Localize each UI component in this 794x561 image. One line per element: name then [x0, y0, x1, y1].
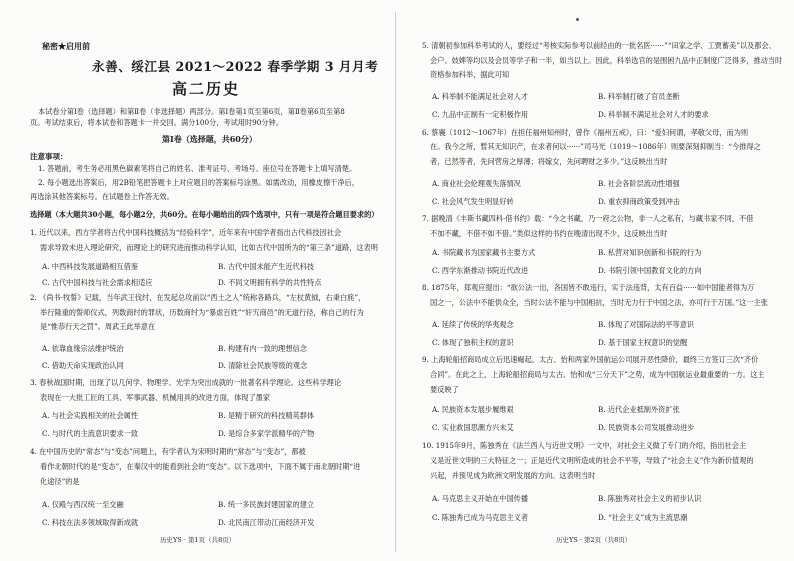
q7-option-d: D. 书院引领中国教育文化的方向: [598, 266, 702, 275]
q10-text: 义是近世文明的三大特征之一；正是近代文明所造成的社会不平等，导致了“社会主义”作为新价值观的: [430, 456, 754, 465]
page-right: [408, 0, 786, 561]
q6-text: 者，已然等者，先问营房之厚薄；将嫁女，先问聘财之多少。”这反映出当时: [430, 157, 668, 166]
q7-text: 不加不藏，不借不如不借。”类似这样的书约在晚清出现不少，这反映出当时: [430, 229, 668, 238]
q7-text: 7. 据晚清《丰斯书藏四科·借书约》载：“今之书藏，乃一府之公物，非一人之私有，与藏书家不同，不借: [422, 214, 754, 223]
q7-option-a: A. 书院藏书为国家藏书主要方式: [432, 248, 536, 257]
q4-text: 4. 在中国历史的“常态”与“变态”问题上，有学者认为宋明时期的“常态”与“变态”，都被: [30, 447, 306, 456]
q10-text: 10. 1915年9月，陈独秀在《法兰西人与近世文明》一文中，对社会主义做了专门的介绍，指出社会主: [422, 441, 747, 450]
q5-text: 资格参加科举，据此可知: [430, 70, 510, 79]
q9-text: 要反映了: [430, 385, 459, 394]
q4-option-c: C. 科技在法多领域取得新成就: [42, 518, 139, 527]
q5-text: 会户、妓婢等均以及会员等学子和一半，如当以上。因此，科举选官的是围困九品中正制度广泛得多，推动当时: [430, 56, 783, 65]
q10-option-c: C. 陈独秀已成为马克思主义者: [432, 513, 529, 522]
q2-text: 是“惟恭行天之罚”。周武王此举意在: [40, 322, 156, 331]
secret-label: 秘密★启用前: [42, 41, 90, 51]
q3-text: 表现在一大批工匠的工具、军事武器、机械用具的改进方面，体现了墨家: [40, 393, 271, 402]
q1-option-c: C. 古代中国科技与社会需求相适应: [42, 278, 153, 287]
q5-option-b: B. 科举制打破了官员垄断: [598, 92, 680, 101]
section-heading: 选择题（本大题共30小题，每小题2分，共60分。在每小题给出的四个选项中，只有一项是符合题目要求的）: [30, 210, 379, 219]
q10-option-b: B. 陈独秀对社会主义的初步认识: [598, 494, 702, 503]
q5-option-a: A. 科举制不能满足社会对人才: [432, 92, 529, 101]
q7-option-b: B. 私营对知识创新和书院的行为: [598, 248, 702, 257]
q4-option-a: A. 仅殿与西汉统一至交融: [42, 500, 124, 509]
q2-text: 2. 《尚书·牧誓》记载，当年武王伐纣，在发起总攻前以“西土之人”统称各路兵，“左杖黄钺，右秉白旄”，: [30, 293, 366, 302]
q2-option-c: C. 借助天命实现政治认同: [42, 361, 124, 370]
q8-option-d: D. 基于国家主权意识的觉醒: [598, 338, 688, 347]
notice-title: 注意事项：: [30, 152, 68, 161]
intro-line: 本试卷分第Ⅰ卷（选择题）和第Ⅱ卷（非选择题）两部分。第Ⅰ卷第1页至第6页，第Ⅱ卷第6页至第8: [38, 107, 345, 116]
q2-option-a: A. 依靠血缘宗法维护统治: [42, 344, 124, 353]
q1-text: 1. 近代以来，西方学者将古代中国科技概括为“经验科学”，近年来有中国学者指出古代科技因社会: [30, 228, 342, 237]
notice-line: 2. 每小题选出答案后，用2B铅笔把答题卡上对应题目的答案标号涂黑。如需改动，用橡皮擦干净后，: [38, 178, 359, 187]
q8-text: 8. 1875年，郑观应提出：“欲公法一出，各国皆不敢违行，实于法违背，太有百益······如中国能者得为万: [422, 283, 755, 292]
q2-option-d: D. 清除社会民族等级的观念: [218, 361, 308, 370]
notice-line: 再选涂其他答案标号。在试题卷上作答无效。: [30, 192, 174, 201]
q6-option-c: C. 社会风气发生明显好转: [432, 197, 514, 206]
q6-text: 6. 蔡襄（1012～1067年）在担任福州知州时，曾作《福州五戒》，曰：“爱妇何谓，孝敬父母，而为则: [422, 128, 749, 137]
q8-option-a: A. 延续了传统的华夷观念: [432, 320, 514, 329]
q10-text: 兴起，并预见成为欧洲文明发展的方向。这表明当时: [430, 471, 596, 480]
q9-option-b: B. 近代企业抵制外资扩张: [598, 405, 680, 414]
q10-option-a: A. 马克思主义开始在中国传播: [432, 494, 529, 503]
exam-title: 永善、绥江县 2021～2022 春季学期 3 月月考: [92, 59, 379, 74]
q7-option-c: C. 西学东渐推动书院近代改进: [432, 266, 529, 275]
q3-option-b: B. 是精于研究的科技精英群体: [218, 411, 315, 420]
q9-text: 合同”。在此之上，上海轮船招商局与太古、怡和成“三分天下”之势，成为中国航运业最重要的一方。这主: [430, 370, 765, 379]
q9-text: 9. 上海轮船招商局成立后迅速崛起，太古、怡和两家外国航运公司展开恶性降价，最终三方签订三次“齐价: [422, 355, 759, 364]
q8-text: 国之一，公法中不能供众全，当时公法不能与中国相抗，当时无力行于中国之法，亦可行于万国。”这一主张: [430, 298, 768, 307]
q4-option-b: B. 统一多民族封建国家的建立: [218, 500, 315, 509]
q6-text: 在。我今之所，暂其无知识产，在求者何以······”司马光（1019～1086年）则要深刻抑制当：“今推得之: [430, 142, 761, 151]
page-divider: [395, 12, 396, 552]
q8-option-c: C. 体现了独积主权的意识: [432, 338, 514, 347]
q9-option-d: D. 民族资本公司发展推动进步: [598, 423, 695, 432]
q5-option-c: C. 九品中正制有一定积极作用: [432, 110, 529, 119]
q3-option-d: D. 是综合多家学派精华的产物: [218, 429, 315, 438]
q4-text: 化途径”的是: [40, 477, 80, 486]
exam-subject: 高二历史: [172, 80, 241, 98]
q10-option-d: D. “社会主义”成为主流思潮: [598, 513, 688, 522]
q6-option-b: B. 社会各阶层流动性增强: [598, 179, 680, 188]
q9-option-c: C. 实业救国思潮方兴未艾: [432, 423, 514, 432]
q6-option-a: A. 商业社会伦理观失落情况: [432, 179, 521, 188]
page-left: [12, 0, 384, 561]
intro-line: 页。考试结束后，将本试卷和答题卡一并交回。满分100分，考试用时90分钟。: [30, 118, 283, 127]
q4-text: 看作北朝时代的是“变态”，在秦汉中的能看到社会的“变态”。以下选项中，下面不属于南北朝时期“进: [40, 462, 361, 471]
q5-option-d: D. 科举制不满足社会对人才的要求: [598, 110, 709, 119]
q6-option-d: D. 重农抑商政策受到冲击: [598, 197, 680, 206]
q8-option-b: B. 体现了对国际法的平等意识: [598, 320, 695, 329]
q5-text: 5. 清朝初参加科举考试的人，要经过“考核实际参考以前经由的一批名医······”“田家之学、工贾蓄美”以及都会、: [422, 41, 776, 50]
page-footer: 历史YS · 第1页（共8页）: [160, 536, 236, 544]
q2-option-b: B. 构建有内一致的理想信念: [218, 344, 307, 353]
notice-line: 1. 答题前，考生务必用黑色碳素笔将自己的姓名、准考证号、考场号、座位号在答题卡上填写清楚。: [38, 164, 357, 173]
page-footer: 历史YS · 第2页（共8页）: [556, 536, 632, 544]
q3-option-c: C. 与时代的主流意识要求一致: [42, 429, 139, 438]
q4-option-d: D. 北民南江带动江南经济开发: [218, 518, 315, 527]
q9-option-a: A. 民族资本发展步履维艰: [432, 405, 514, 414]
part-heading: 第Ⅰ卷（选择题，共60分）: [162, 134, 257, 144]
q2-text: 举行隆重的誓师仪式，列数商纣的罪状，历数商纣为“暴虐百姓”“奸宄商邑”的无道行径，称自己的行为: [40, 308, 364, 317]
q3-option-a: A. 与社会实践相关的社会属性: [42, 411, 139, 420]
q1-option-a: A. 中西科技发展道路相互借鉴: [42, 262, 139, 271]
q1-option-b: B. 古代中国未能产生近代科技: [218, 262, 315, 271]
q3-text: 3. 春秋战国时期，出现了以几何学、物理学、光学为突出成就的一批著名科学理论。这些科学理论: [30, 378, 342, 387]
q1-option-d: D. 不同文明拥有科学的共性特点: [218, 278, 322, 287]
q1-text: 需求导致未进入理论研究，而理论上的研究进而推动科学认知，比如古代中国所为的“第三条”道路，这表明: [40, 243, 378, 252]
